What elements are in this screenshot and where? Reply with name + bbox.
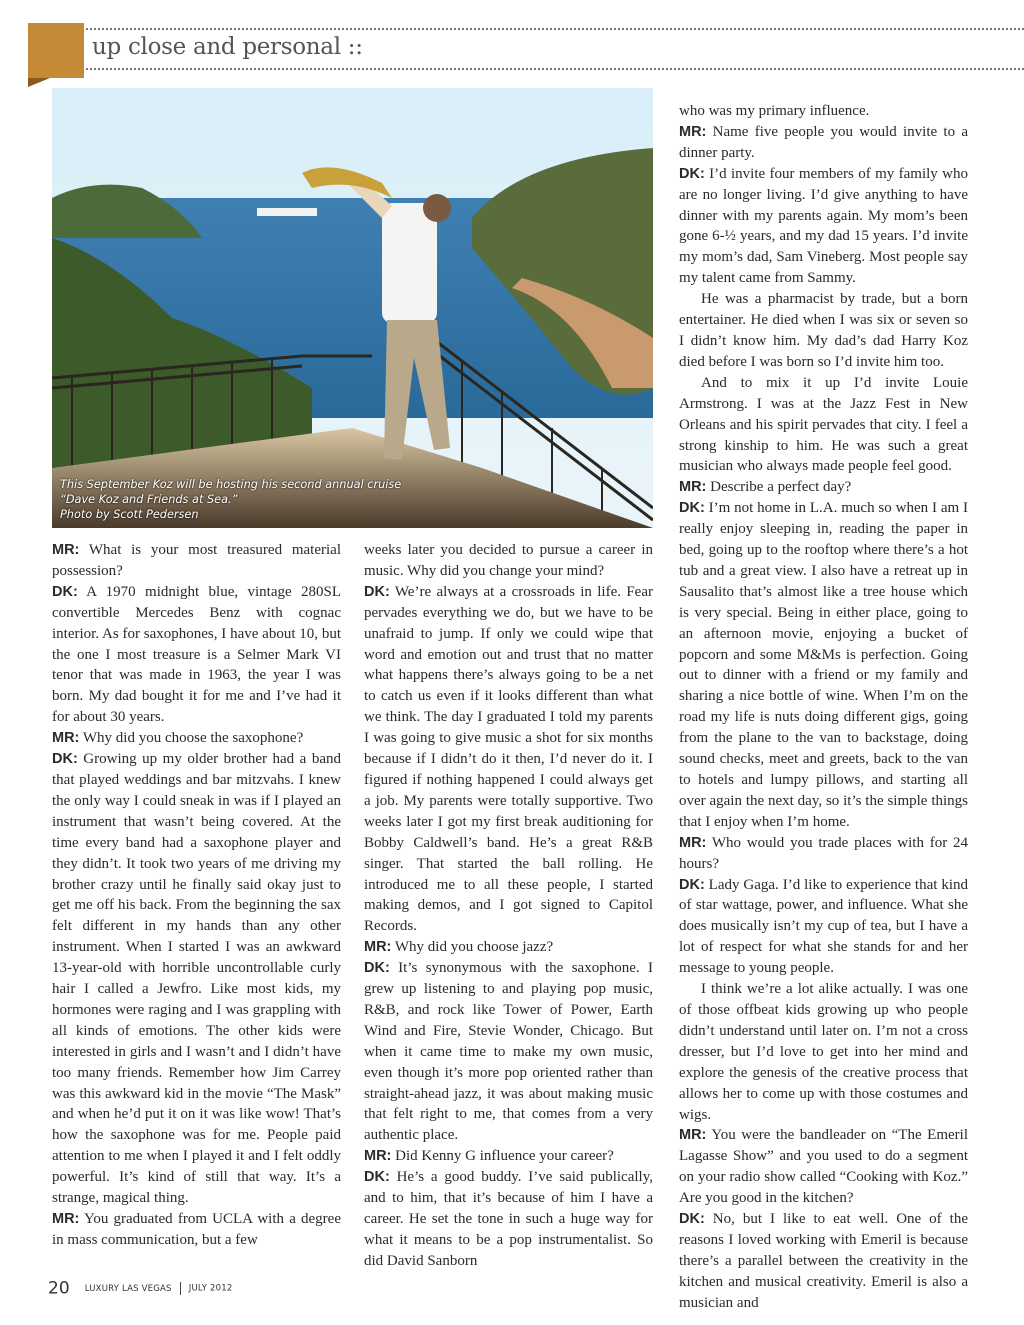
page-number: 20 <box>48 1278 70 1299</box>
article-paragraph <box>52 540 341 582</box>
speaker-label: MR: <box>679 123 707 140</box>
paragraph-text: Lady Gaga. I’d like to experience that kind of star wattage, power, and influence. What she does musically isn’t my cup of tea, but I have a lot of respect for what she stands for and her message to young people. <box>679 876 968 977</box>
paragraph-text: who was my primary influence. <box>679 103 870 119</box>
paragraph-text: weeks later you decided to pursue a career in music. Why did you change your mind? <box>364 542 653 579</box>
speaker-label: MR: <box>52 1211 80 1227</box>
article-paragraph <box>679 289 968 373</box>
paragraph-text: Who would you trade places with for 24 hours? <box>679 834 968 872</box>
section-title: up close and personal :: <box>92 34 363 60</box>
speaker-label: DK: <box>364 583 390 600</box>
speaker-label: DK: <box>52 583 78 600</box>
paragraph-text: I’d invite four members of my family who are no longer living. I’d give anything to have dinner with my parents again. My mom’s been gone 6-½ years, and my dad 15 years. I’d invite my mom’s dad, Sam Vineberg. Most people say my talent came from Sammy. <box>679 165 968 287</box>
paragraph-text: What is your most treasured material possession? <box>52 542 341 579</box>
paragraph-text: You were the bandleader on “The Emeril Lagasse Show” and you used to do a segment on your radio show called “Cooking with Koz.” Are you good in the kitchen? <box>679 1127 968 1207</box>
paragraph-text: You graduated from UCLA with a degree in mass communication, but a few <box>52 1211 341 1248</box>
section-tab-fold <box>28 78 50 87</box>
paragraph-text: No, but I like to eat well. One of the reasons I loved working with Emeril is because there’s a parallel between the creativity in the kitchen and musical creativity. Emeril is also a musician and <box>679 1211 968 1311</box>
speaker-label: DK: <box>52 751 78 768</box>
article-paragraph <box>679 477 968 498</box>
saxophone-player-photo <box>52 88 653 528</box>
issue-date: JULY 2012 <box>188 1283 233 1294</box>
article-paragraph <box>679 833 968 875</box>
magazine-name: LUXURY LAS VEGAS <box>84 1283 172 1294</box>
article-paragraph <box>679 979 968 1125</box>
paragraph-text: A 1970 midnight blue, vintage 280SL convertible Mercedes Benz with cognac interior. As for saxophones, I have about 10, but the one I most treasure is a Selmer Mark VI tenor that was made in 1963, the year I was born. My dad bought it for me and I’ve had it for about 30 years. <box>52 583 341 726</box>
article-paragraph <box>364 540 653 582</box>
speaker-label: MR: <box>52 542 80 558</box>
paragraph-text: We’re always at a crossroads in life. Fear pervades everything we do, but we have to be unafraid to jump. If only we could wipe that word and emotion out and trust that no matter what happens there’s always going to be a net to catch us even if it looks different than what we think. The day I graduated I told my parents I was going to give music a shot for six months because if I didn’t do it then, I’d never do it. I figured if nothing happened I could always get a job. My parents were totally supportive. Two weeks later I got my first break auditioning for Bobby Caldwell’s band. He’s a great R&B singer. That started the ball rolling. He introduced me to all these people, I started making demos, and I got signed to Capitol Records. <box>364 583 653 935</box>
speaker-label: DK: <box>679 1211 705 1228</box>
photo-caption <box>60 477 401 522</box>
article-paragraph <box>52 1209 341 1251</box>
photo-credit: Photo by Scott Pedersen <box>60 508 199 521</box>
paragraph-text: Growing up my older brother had a band that played weddings and bar mitzvahs. I knew the only way I could sneak in was if I played an instrument that wasn’t being covered. At the time every band had a saxophone player and they didn’t. It took two years of me driving my brother crazy until he finally said okay just to get me off his back. From the beginning the sax felt different in my hands than any other instrument. When I started I was an awkward 13-year-old with horrible uncontrollable curly hair I called a Jewfro. Like most kids, my hormones were raging and I was grappling with all kinds of emotions. The other kids were interested in girls and I wasn’t and I didn’t have too many friends. Remember how Jim Carrey was this awkward kid in the movie “The Mask” and when he’d put it on it was like wow! That’s how the saxophone was for me. People paid attention to me when I played it and I felt oddly powerful. It’s kind of still that way. It’s a strange, magical thing. <box>52 751 341 1207</box>
speaker-label: MR: <box>679 834 707 851</box>
article-paragraph <box>52 728 341 749</box>
divider-top <box>86 28 1024 30</box>
paragraph-text: He’s a good buddy. I’ve said publically, and to him, that it’s because of him I have a career. He set the tone in such a huge way for what it means to be a pop instrumentalist. So did David Sanborn <box>364 1169 653 1269</box>
paragraph-text: It’s synonymous with the saxophone. I grew up listening to and playing pop music, R&B, and rock like Tower of Power, Earth Wind and Fire, Stevie Wonder, Chicago. But when it came time to make my own music, even though it’s more pop oriented rather than straight-ahead jazz, it was about making music that felt right to me, that comes from a very authentic place. <box>364 960 653 1144</box>
article-paragraph <box>679 122 968 164</box>
article-paragraph <box>364 1146 653 1167</box>
article-paragraph <box>679 373 968 478</box>
paragraph-text: And to mix it up I’d invite Louie Armstrong. I was at the Jazz Fest in New Orleans and his spirit pervades that city. I feel a strong kinship to him. He was such a great musician who always made people feel good. <box>679 374 968 475</box>
speaker-label: DK: <box>679 500 705 517</box>
article-paragraph <box>679 875 968 980</box>
article-column-3 <box>679 101 968 1314</box>
article-paragraph <box>679 1209 968 1314</box>
speaker-label: DK: <box>679 165 705 182</box>
article-column-1 <box>52 540 341 1251</box>
article-paragraph <box>679 164 968 289</box>
speaker-label: MR: <box>679 1127 707 1144</box>
speaker-label: MR: <box>52 730 80 747</box>
article-paragraph <box>364 937 653 958</box>
paragraph-text: Describe a perfect day? <box>706 479 852 496</box>
article-paragraph <box>364 1167 653 1272</box>
paragraph-text: I think we’re a lot alike actually. I was one of those offbeat kids growing up who people didn’t understand until later on. I’m not a cross dresser, but I’d love to get into her mind and explore the genesis of the creative process that allows her to come up with those costumes and wigs. <box>679 981 968 1123</box>
speaker-label: DK: <box>364 960 390 977</box>
caption-line: “Dave Koz and Friends at Sea.” <box>60 493 238 506</box>
section-tab-marker <box>28 23 84 78</box>
speaker-label: DK: <box>364 1169 390 1186</box>
article-paragraph <box>679 101 968 122</box>
article-paragraph <box>679 498 968 833</box>
article-paragraph <box>364 958 653 1146</box>
article-paragraph <box>52 749 341 1209</box>
paragraph-text: Did Kenny G influence your career? <box>391 1148 614 1165</box>
page-footer <box>48 1278 232 1299</box>
speaker-label: DK: <box>679 876 705 893</box>
article-paragraph <box>52 582 341 728</box>
speaker-label: MR: <box>364 939 392 956</box>
article-paragraph <box>364 582 653 937</box>
paragraph-text: Why did you choose jazz? <box>391 939 554 956</box>
divider-bottom <box>86 68 1024 70</box>
caption-line: This September Koz will be hosting his second annual cruise <box>60 478 402 491</box>
paragraph-text: Why did you choose the saxophone? <box>79 730 304 747</box>
paragraph-text: I’m not home in L.A. much so when I am I really enjoy sleeping in, reading the paper in bed, going up to the rooftop where there’s a hot tub and a great view. I also have a retreat up in Sausalito that’s almost like a tree house which is very special. Being in either place, going to an afternoon movie, enjoying a bucket of popcorn and some M&Ms is perfection. Going out to dinner with a friend or my family and sharing a nice bottle of wine. When I’m on the road my life is nuts doing different gigs, going from the plane to the van to backstage, doing sound checks, meet and greets, back to the van to hotels and lumpy pillows, and starting all over again the next day, so it’s the simple things that I enjoy when I’m home. <box>679 500 968 830</box>
paragraph-text: Name five people you would invite to a dinner party. <box>679 123 968 161</box>
article-paragraph <box>679 1125 968 1209</box>
paragraph-text: He was a pharmacist by trade, but a born entertainer. He died when I was six or seven so I didn’t know him. My dad’s dad Harry Koz died before I was born so I’d invite him too. <box>679 291 968 370</box>
article-column-2 <box>364 540 653 1272</box>
speaker-label: MR: <box>679 479 707 496</box>
speaker-label: MR: <box>364 1148 392 1165</box>
footer-separator <box>180 1282 181 1295</box>
